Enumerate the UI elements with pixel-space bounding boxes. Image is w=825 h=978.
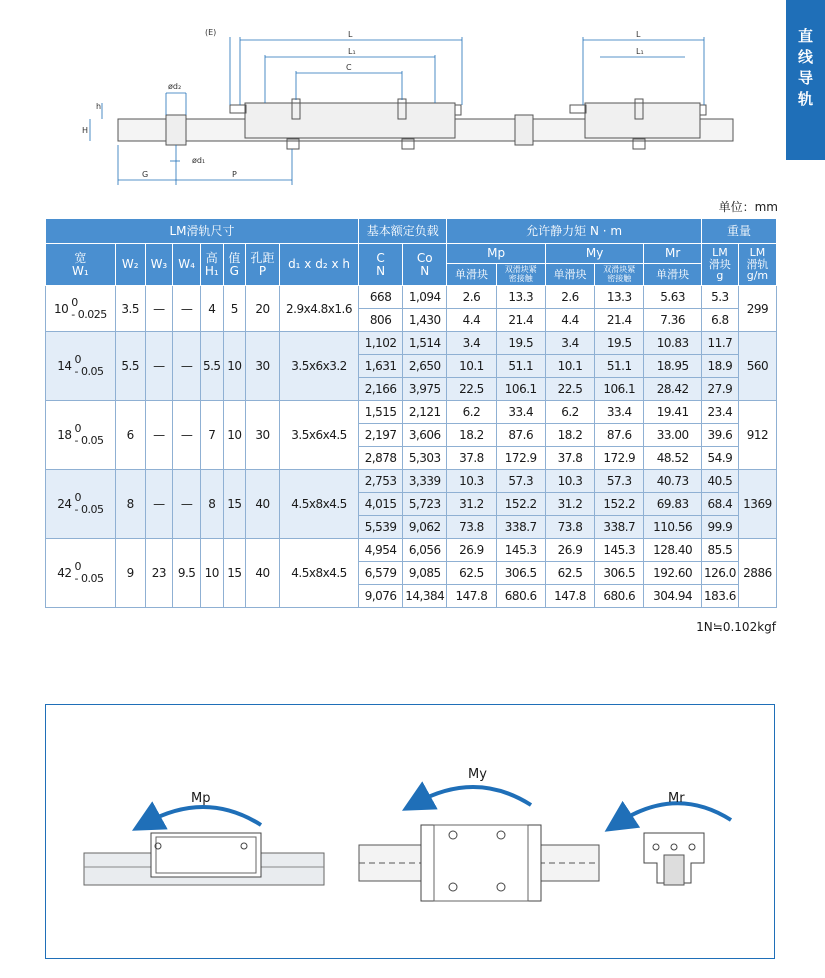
cell-mp-double: 145.3 xyxy=(496,539,545,562)
cell-mr: 48.52 xyxy=(644,447,702,470)
header-weight: 重量 xyxy=(701,219,776,244)
cell-my-double: 51.1 xyxy=(595,355,644,378)
cell-mp-double: 338.7 xyxy=(496,516,545,539)
cell-my-single: 2.6 xyxy=(545,286,594,309)
header-mp-double: 双滑块紧 密接触 xyxy=(496,264,545,286)
cell-mp-double: 57.3 xyxy=(496,470,545,493)
spec-table xyxy=(45,218,777,608)
cell-my-double: 13.3 xyxy=(595,286,644,309)
cell-block-weight: 183.6 xyxy=(701,585,738,608)
header-my-double: 双滑块紧 密接触 xyxy=(595,264,644,286)
cell-d: 3.5x6x4.5 xyxy=(279,401,358,470)
header-my: My xyxy=(545,244,644,264)
cell-my-double: 87.6 xyxy=(595,424,644,447)
cell-mr: 19.41 xyxy=(644,401,702,424)
table-row xyxy=(46,332,777,355)
cell-mp-single: 37.8 xyxy=(447,447,496,470)
cell-co: 3,606 xyxy=(403,424,447,447)
cell-mr: 18.95 xyxy=(644,355,702,378)
cell-h1: 5.5 xyxy=(200,332,223,401)
conversion-note: 1N≒0.102kgf xyxy=(696,620,776,634)
table-group xyxy=(46,539,777,608)
cell-co: 3,975 xyxy=(403,378,447,401)
cell-mp-double: 87.6 xyxy=(496,424,545,447)
cell-my-single: 26.9 xyxy=(545,539,594,562)
header-load: 基本额定负载 xyxy=(359,219,447,244)
cell-d: 3.5x6x3.2 xyxy=(279,332,358,401)
header-c: C N xyxy=(359,244,403,286)
cell-mp-double: 680.6 xyxy=(496,585,545,608)
header-g: 值 G xyxy=(223,244,246,286)
cell-p: 40 xyxy=(246,470,280,539)
header-d: d₁ x d₂ x h xyxy=(279,244,358,286)
cell-block-weight: 18.9 xyxy=(701,355,738,378)
cell-mp-single: 73.8 xyxy=(447,516,496,539)
cell-g: 5 xyxy=(223,286,246,332)
label-L: L xyxy=(348,30,353,39)
cell-w4: — xyxy=(173,401,201,470)
cell-w3: 23 xyxy=(145,539,173,608)
cell-co: 14,384 xyxy=(403,585,447,608)
cell-block-weight: 85.5 xyxy=(701,539,738,562)
table-row xyxy=(46,401,777,424)
label-H: H xyxy=(82,126,89,135)
cell-my-single: 6.2 xyxy=(545,401,594,424)
table-group xyxy=(46,401,777,470)
cell-mr: 304.94 xyxy=(644,585,702,608)
label-E: (E) xyxy=(205,28,217,37)
cell-co: 9,085 xyxy=(403,562,447,585)
cell-mr: 10.83 xyxy=(644,332,702,355)
cell-p: 30 xyxy=(246,332,280,401)
cell-block-weight: 5.3 xyxy=(701,286,738,309)
moment-diagram-box xyxy=(45,704,775,959)
cell-my-double: 145.3 xyxy=(595,539,644,562)
table-group xyxy=(46,286,777,332)
label-mr: Mr xyxy=(668,791,685,806)
cell-co: 9,062 xyxy=(403,516,447,539)
cell-my-double: 57.3 xyxy=(595,470,644,493)
cell-p: 40 xyxy=(246,539,280,608)
table-group xyxy=(46,332,777,401)
cell-c: 806 xyxy=(359,309,403,332)
cell-block-weight: 68.4 xyxy=(701,493,738,516)
header-w2: W₂ xyxy=(115,244,145,286)
cell-mp-single: 147.8 xyxy=(447,585,496,608)
cell-mp-double: 19.5 xyxy=(496,332,545,355)
header-w1: 宽 W₁ xyxy=(46,244,116,286)
cell-w1: 14 0 - 0.05 xyxy=(46,332,116,401)
label-d1: ød₁ xyxy=(192,156,206,165)
label-C: C xyxy=(346,63,352,72)
cell-my-double: 152.2 xyxy=(595,493,644,516)
cell-mr: 7.36 xyxy=(644,309,702,332)
label-L1: L₁ xyxy=(348,47,356,56)
cell-my-single: 4.4 xyxy=(545,309,594,332)
cell-w1: 10 0 - 0.025 xyxy=(46,286,116,332)
cell-block-weight: 54.9 xyxy=(701,447,738,470)
my-diagram xyxy=(359,787,599,901)
cell-my-single: 73.8 xyxy=(545,516,594,539)
table-row xyxy=(46,470,777,493)
header-co: Co N xyxy=(403,244,447,286)
cell-mp-double: 172.9 xyxy=(496,447,545,470)
cell-co: 1,094 xyxy=(403,286,447,309)
cell-c: 5,539 xyxy=(359,516,403,539)
cell-c: 668 xyxy=(359,286,403,309)
cell-c: 1,102 xyxy=(359,332,403,355)
cell-g: 15 xyxy=(223,470,246,539)
cell-my-double: 172.9 xyxy=(595,447,644,470)
cell-c: 2,197 xyxy=(359,424,403,447)
cell-mp-single: 6.2 xyxy=(447,401,496,424)
cell-rail-weight: 1369 xyxy=(738,470,776,539)
cell-mp-double: 106.1 xyxy=(496,378,545,401)
cell-c: 9,076 xyxy=(359,585,403,608)
cell-h1: 10 xyxy=(200,539,223,608)
cell-block-weight: 126.0 xyxy=(701,562,738,585)
cell-mr: 40.73 xyxy=(644,470,702,493)
header-p: 孔距 P xyxy=(246,244,280,286)
cell-c: 4,954 xyxy=(359,539,403,562)
header-mr: Mr xyxy=(644,244,702,264)
label-P: P xyxy=(232,170,237,179)
cell-mp-double: 152.2 xyxy=(496,493,545,516)
label-h: h xyxy=(96,102,102,111)
cell-w3: — xyxy=(145,470,173,539)
cell-c: 4,015 xyxy=(359,493,403,516)
cell-g: 15 xyxy=(223,539,246,608)
cell-d: 2.9x4.8x1.6 xyxy=(279,286,358,332)
cell-my-double: 306.5 xyxy=(595,562,644,585)
cell-mp-double: 13.3 xyxy=(496,286,545,309)
cell-my-single: 18.2 xyxy=(545,424,594,447)
cell-rail-weight: 560 xyxy=(738,332,776,401)
label-my: My xyxy=(468,767,487,782)
cell-mr: 69.83 xyxy=(644,493,702,516)
header-mp: Mp xyxy=(447,244,546,264)
section-tab xyxy=(786,0,825,160)
cell-block-weight: 11.7 xyxy=(701,332,738,355)
cell-mp-double: 51.1 xyxy=(496,355,545,378)
cell-mr: 110.56 xyxy=(644,516,702,539)
cell-mp-single: 18.2 xyxy=(447,424,496,447)
header-mr-single: 单滑块 xyxy=(644,264,702,286)
cell-my-single: 10.3 xyxy=(545,470,594,493)
cell-c: 2,166 xyxy=(359,378,403,401)
cell-mr: 128.40 xyxy=(644,539,702,562)
table-group xyxy=(46,470,777,539)
cell-co: 1,514 xyxy=(403,332,447,355)
cell-my-single: 3.4 xyxy=(545,332,594,355)
cell-my-double: 21.4 xyxy=(595,309,644,332)
cell-w2: 8 xyxy=(115,470,145,539)
cell-rail-weight: 299 xyxy=(738,286,776,332)
cell-mp-single: 22.5 xyxy=(447,378,496,401)
header-w4: W₄ xyxy=(173,244,201,286)
cell-w2: 5.5 xyxy=(115,332,145,401)
cell-c: 2,753 xyxy=(359,470,403,493)
cell-my-double: 106.1 xyxy=(595,378,644,401)
header-my-single: 单滑块 xyxy=(545,264,594,286)
label-L1-right: L₁ xyxy=(636,47,644,56)
cell-mp-single: 31.2 xyxy=(447,493,496,516)
cell-d: 4.5x8x4.5 xyxy=(279,539,358,608)
cell-mp-single: 26.9 xyxy=(447,539,496,562)
cell-h1: 4 xyxy=(200,286,223,332)
cell-block-weight: 27.9 xyxy=(701,378,738,401)
cell-mr: 28.42 xyxy=(644,378,702,401)
cell-my-single: 22.5 xyxy=(545,378,594,401)
cell-mr: 5.63 xyxy=(644,286,702,309)
header-lm-block: LM 滑块 g xyxy=(701,244,738,286)
mr-diagram xyxy=(618,803,731,885)
cell-block-weight: 40.5 xyxy=(701,470,738,493)
cell-rail-weight: 912 xyxy=(738,401,776,470)
label-d2: ød₂ xyxy=(168,82,182,91)
label-G: G xyxy=(142,170,149,179)
cell-mr: 33.00 xyxy=(644,424,702,447)
cell-w4: — xyxy=(173,332,201,401)
cell-my-single: 147.8 xyxy=(545,585,594,608)
cell-my-single: 37.8 xyxy=(545,447,594,470)
cell-w1: 24 0 - 0.05 xyxy=(46,470,116,539)
table-row xyxy=(46,539,777,562)
cell-my-double: 338.7 xyxy=(595,516,644,539)
cell-w2: 6 xyxy=(115,401,145,470)
cell-w2: 9 xyxy=(115,539,145,608)
cell-mp-single: 3.4 xyxy=(447,332,496,355)
cell-mp-single: 4.4 xyxy=(447,309,496,332)
cell-c: 1,631 xyxy=(359,355,403,378)
cell-my-single: 10.1 xyxy=(545,355,594,378)
cell-block-weight: 6.8 xyxy=(701,309,738,332)
cell-my-single: 62.5 xyxy=(545,562,594,585)
cell-w4: — xyxy=(173,470,201,539)
cell-w4: — xyxy=(173,286,201,332)
cell-d: 4.5x8x4.5 xyxy=(279,470,358,539)
cell-co: 5,723 xyxy=(403,493,447,516)
cell-p: 30 xyxy=(246,401,280,470)
header-lm-rail: LM 滑轨 g/m xyxy=(738,244,776,286)
label-L-right: L xyxy=(636,30,641,39)
cell-mp-double: 306.5 xyxy=(496,562,545,585)
cell-block-weight: 99.9 xyxy=(701,516,738,539)
rail-drawing xyxy=(80,25,740,190)
unit-label: 单位：mm xyxy=(718,200,778,214)
cell-co: 2,121 xyxy=(403,401,447,424)
header-h1: 高 H₁ xyxy=(200,244,223,286)
cell-g: 10 xyxy=(223,401,246,470)
section-tab-label: 直线导轨 xyxy=(796,28,814,112)
header-w3: W₃ xyxy=(145,244,173,286)
cell-w4: 9.5 xyxy=(173,539,201,608)
cell-c: 6,579 xyxy=(359,562,403,585)
cell-w3: — xyxy=(145,332,173,401)
cell-co: 6,056 xyxy=(403,539,447,562)
cell-my-single: 31.2 xyxy=(545,493,594,516)
cell-c: 2,878 xyxy=(359,447,403,470)
cell-my-double: 680.6 xyxy=(595,585,644,608)
cell-w1: 18 0 - 0.05 xyxy=(46,401,116,470)
cell-mp-single: 62.5 xyxy=(447,562,496,585)
cell-co: 3,339 xyxy=(403,470,447,493)
table-row xyxy=(46,286,777,309)
label-mp: Mp xyxy=(191,791,211,806)
cell-h1: 7 xyxy=(200,401,223,470)
cell-g: 10 xyxy=(223,332,246,401)
cell-w3: — xyxy=(145,286,173,332)
cell-mp-double: 21.4 xyxy=(496,309,545,332)
cell-w1: 42 0 - 0.05 xyxy=(46,539,116,608)
header-mp-single: 单滑块 xyxy=(447,264,496,286)
cell-c: 1,515 xyxy=(359,401,403,424)
cell-block-weight: 39.6 xyxy=(701,424,738,447)
cell-mr: 192.60 xyxy=(644,562,702,585)
cell-w2: 3.5 xyxy=(115,286,145,332)
cell-mp-single: 10.1 xyxy=(447,355,496,378)
header-moment: 允许静力矩 N · m xyxy=(447,219,702,244)
cell-block-weight: 23.4 xyxy=(701,401,738,424)
cell-co: 2,650 xyxy=(403,355,447,378)
cell-mp-double: 33.4 xyxy=(496,401,545,424)
cell-mp-single: 2.6 xyxy=(447,286,496,309)
mp-diagram xyxy=(84,807,324,885)
header-rail-dims: LM滑轨尺寸 xyxy=(46,219,359,244)
cell-rail-weight: 2886 xyxy=(738,539,776,608)
cell-co: 1,430 xyxy=(403,309,447,332)
cell-p: 20 xyxy=(246,286,280,332)
cell-h1: 8 xyxy=(200,470,223,539)
cell-w3: — xyxy=(145,401,173,470)
cell-my-double: 33.4 xyxy=(595,401,644,424)
cell-mp-single: 10.3 xyxy=(447,470,496,493)
moment-diagrams xyxy=(46,705,776,960)
cell-co: 5,303 xyxy=(403,447,447,470)
cell-my-double: 19.5 xyxy=(595,332,644,355)
